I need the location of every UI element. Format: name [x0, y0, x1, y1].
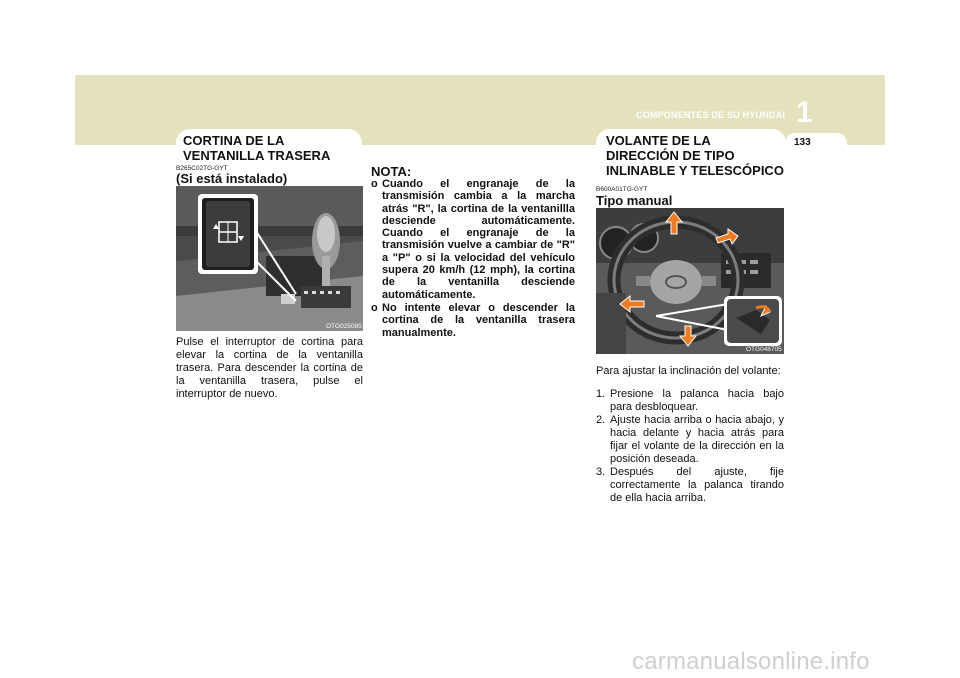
steps-list	[596, 388, 784, 505]
left-title-line-2: VENTANILLA TRASERA	[183, 148, 331, 163]
console-illustration	[176, 186, 363, 331]
right-title-line-2: DIRECCIÓN DE TIPO	[606, 148, 735, 163]
right-subheading: Tipo manual	[596, 193, 673, 208]
right-title-line-3: INLINABLE Y TELESCÓPICO	[606, 163, 784, 178]
note-item	[371, 178, 575, 301]
note-list	[371, 178, 575, 340]
step-text: Ajuste hacia arriba o hacia abajo, y hacia delante y hacia atrás para fijar el volante de la dirección en la posición deseada.	[610, 414, 784, 465]
right-intro: Para ajustar la inclinación del volante:	[596, 365, 781, 377]
step-text: Presione la palanca hacia bajo para desbloquear.	[610, 388, 784, 413]
right-section-code: B600A01TG-GYT	[596, 186, 648, 193]
step-item	[596, 466, 784, 505]
left-section-title	[183, 133, 330, 163]
step-number: 2.	[596, 414, 606, 426]
step-item	[596, 414, 784, 466]
note-item-text: Cuando el engranaje de la transmisión cambia a la marcha atrás "R", la cortina de la ventanillla desciende automáticamente. Cuando el engranaje de la transmisión vuelve a cambiar de "R" a "P" o si la velocidad del vehículo supera 20 km/h (12 mph), la cortina de la ventanilla desciende automáticamente.	[382, 178, 575, 301]
right-section-title	[606, 133, 784, 178]
left-title-line-1: CORTINA DE LA	[183, 133, 285, 148]
watermark-link[interactable]: carmanualsonline.info	[632, 648, 870, 675]
step-text: Después del ajuste, fije correctamente la palanca tirando de ella hacia arriba.	[610, 466, 784, 504]
page-number: 133	[794, 137, 811, 148]
steering-illustration	[596, 208, 784, 354]
note-item-text: No intente elevar o descender la cortina de la ventanilla trasera manualmente.	[382, 301, 575, 339]
bullet-o: o	[371, 301, 378, 314]
step-item	[596, 388, 784, 414]
note-title: NOTA:	[371, 164, 412, 179]
steering-wheel-photo	[596, 208, 784, 354]
chapter-number: 1	[796, 96, 813, 129]
section-title: COMPONENTES DE SU HYUNDAI	[636, 110, 786, 120]
bullet-o: o	[371, 178, 378, 190]
rear-curtain-switch-photo	[176, 186, 363, 331]
right-title-line-1: VOLANTE DE LA	[606, 133, 711, 148]
left-section-code: B265C02TG-GYT	[176, 165, 228, 172]
step-number: 3.	[596, 466, 606, 478]
step-number: 1.	[596, 388, 606, 400]
left-image-caption: OTG025085	[326, 323, 362, 330]
right-image-caption: OTG048705	[746, 346, 782, 353]
left-paragraph: Pulse el interruptor de cortina para elevar la cortina de la ventanilla trasera. Para descender la cortina de la ventanilla trasera, pulse el interruptor de nuevo.	[176, 336, 363, 400]
left-subheading: (Si está instalado)	[176, 171, 288, 186]
note-item	[371, 302, 575, 339]
